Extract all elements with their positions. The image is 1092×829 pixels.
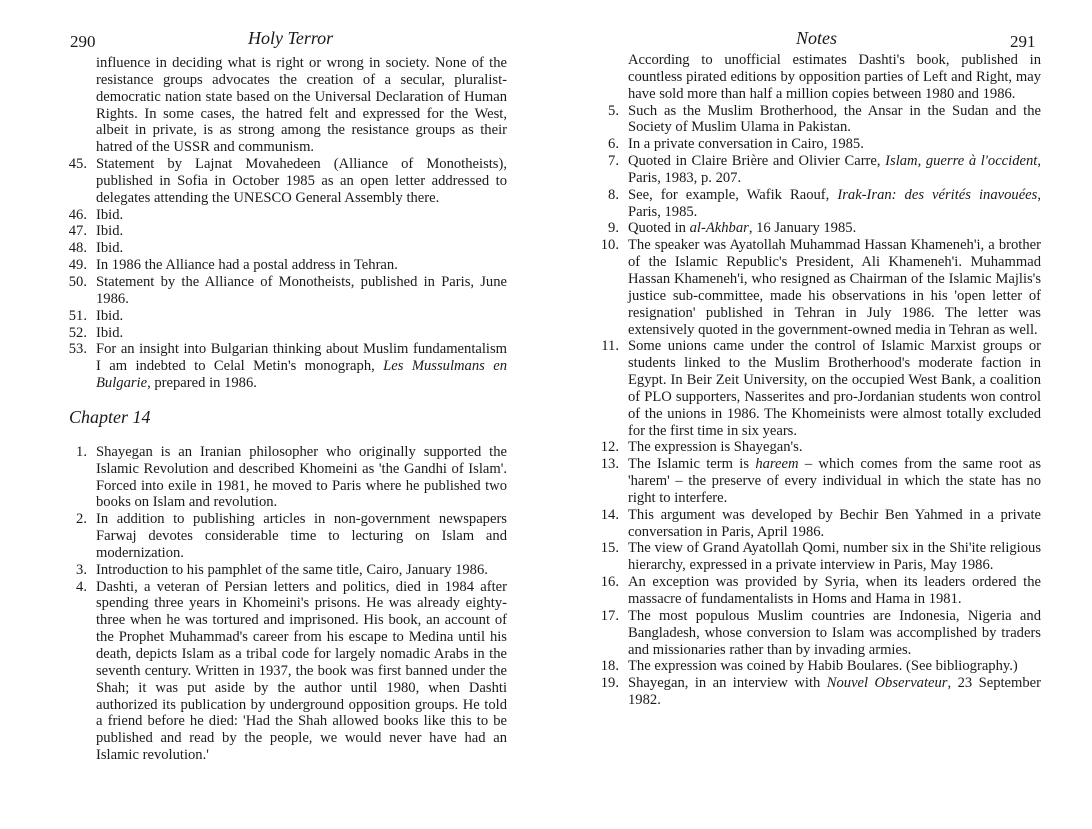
note-number: 12. — [600, 439, 619, 456]
note-text: See, for example, Wafik Raouf, — [628, 186, 838, 203]
note-entry — [68, 206, 507, 224]
note-entry — [600, 506, 1041, 541]
note-text: Ibid. — [96, 206, 124, 223]
note-number: 13. — [600, 456, 619, 473]
note-entry — [68, 257, 507, 274]
note-entry — [68, 324, 507, 342]
note-text: The Islamic term is — [628, 456, 756, 473]
note-number: 16. — [600, 574, 619, 591]
chapter-heading: Chapter 14 — [69, 406, 151, 427]
note-text: , 23 September 1982. — [628, 675, 1042, 709]
note-number: 8. — [608, 186, 619, 203]
note-text: The view of Grand Ayatollah Qomi, number six in the Shi'ite religious hierarchy, expressed in a private interview in Paris, May 1986. — [628, 540, 1041, 574]
note-number: 52. — [68, 324, 87, 341]
note-number: 51. — [68, 307, 87, 324]
note-text: Introduction to his pamphlet of the same title, Cairo, January 1986. — [96, 561, 488, 578]
note-text: In a private conversation in Cairo, 1985. — [628, 136, 864, 153]
note-title-italic: Irak-Iran: des vérités inavouées — [837, 186, 1038, 203]
note-entry — [603, 338, 1041, 439]
note-entry — [603, 153, 1041, 187]
note-number: 7. — [608, 153, 619, 170]
note-entry — [603, 136, 1041, 153]
note-text: Shayegan is an Iranian philosopher who originally supported the Islamic Revolution and described Khomeini as 'the Gandhi of Islam'. Forced into exile in 1981, he moved to Paris where he published two books on Islam and revolution. — [96, 443, 507, 511]
note-entry — [600, 456, 1042, 507]
note-entry — [600, 439, 1041, 456]
note-entry — [603, 103, 1041, 137]
note-text: – which comes from the same root as 'harem' – the preserve of every individual in which the state has no right to interfere. — [628, 456, 1042, 506]
note-text: , prepared in 1986. — [147, 375, 257, 392]
note-entry — [68, 156, 507, 207]
note-number: 15. — [600, 540, 619, 557]
running-title: Notes — [796, 28, 838, 48]
note-entry — [71, 444, 507, 511]
note-text: Such as the Muslim Brotherhood, the Ansar in the Sudan and the Society of Muslim Ulama in Pakistan. — [628, 102, 1041, 136]
running-title: Holy Terror — [248, 28, 334, 48]
note-text: Ibid. — [96, 223, 124, 240]
note-text: , Paris, 1983, p. 207. — [628, 153, 1041, 186]
note-entry — [600, 675, 1042, 709]
note-number: 45. — [68, 156, 87, 173]
note-entry — [600, 658, 1041, 675]
note-number: 49. — [68, 257, 87, 274]
note-number: 2. — [76, 511, 87, 528]
note-text: Some unions came under the control of Islamic Marxist groups or students linked to the Muslim Brotherhood's moderate faction in Egypt. In Beir Zeit University, on the occupied West Bank, a coalition of PLO supporters, Nasserites and pro-Jordanian students won control of the unions in 1986. The Khomeinists were almost totally excluded for the first time in six years. — [628, 338, 1041, 439]
note-text: An exception was provided by Syria, when its leaders ordered the massacre of fundamentalists in Homs and Hama in 1981. — [628, 574, 1041, 607]
notes-column — [600, 52, 1042, 709]
note-number: 3. — [76, 561, 87, 578]
note-title-italic: Nouvel Observateur — [826, 675, 948, 692]
note-entry — [68, 223, 507, 240]
note-entry — [68, 273, 507, 308]
note-text: The expression is Shayegan's. — [628, 439, 803, 456]
notes-column — [68, 55, 507, 764]
note-entry — [68, 240, 507, 257]
note-number: 5. — [608, 102, 619, 119]
note-number: 50. — [68, 273, 87, 290]
note-entry — [600, 574, 1041, 608]
note-title-italic: Islam, guerre à l'occident — [885, 153, 1038, 170]
note-number: 9. — [608, 220, 619, 237]
note-number: 14. — [600, 506, 619, 523]
page-number: 291 — [1010, 32, 1036, 51]
note-text: Statement by the Alliance of Monotheists, published in Paris, June 1986. — [96, 273, 507, 307]
note-entry — [628, 52, 1041, 103]
note-entry — [96, 55, 507, 156]
note-text: , Paris, 1985. — [628, 186, 1042, 220]
note-text: Shayegan, in an interview with — [628, 675, 827, 692]
note-entry — [71, 579, 507, 764]
note-entry — [71, 511, 507, 562]
note-number: 6. — [608, 136, 619, 153]
note-text: Dashti, a veteran of Persian letters and politics, died in 1984 after spending three years in Khomeini's prisons. He was already eighty-three when he was tortured and imprisoned. His book, an account of the Prophet Muhammad's career from his escape to Medina until his death, depicts Islam as a tribal code for largely nomadic Arabs in the seventh century. Written in 1937, the book was first banned under the Shah; it was put aside by the author until 1980, when Dashti authorized its publication by underground opposition groups. He told a friend before he died: 'Had the Shah allowed books like this to be published and read by the people, we would never have had an Islamic revolution.' — [96, 578, 507, 764]
note-number: 4. — [76, 578, 87, 595]
note-title-italic: al-Akhbar — [689, 220, 749, 237]
note-number: 18. — [600, 658, 619, 675]
note-number: 46. — [68, 206, 87, 223]
note-text: Quoted in — [628, 220, 690, 237]
note-number: 19. — [600, 675, 619, 692]
note-text: Ibid. — [96, 240, 124, 257]
note-number: 48. — [68, 240, 87, 257]
note-text: The speaker was Ayatollah Muhammad Hassan Khameneh'i, a brother of the Islamic Republic's President, Ali Khameneh'i. Muhammad Hassan Khameneh'i, who resigned as Chairman of the Islamic Majlis's justice sub-committee, made his observations in his 'open letter of resignation' published in Tehran in July 1986. The letter was extensively quoted in the government-owned media in Tehran as well. — [628, 237, 1041, 338]
note-entry — [600, 607, 1041, 659]
note-text: The expression was coined by Habib Boulares. (See bibliography.) — [628, 658, 1018, 675]
note-number: 10. — [600, 237, 619, 254]
note-text: Ibid. — [96, 324, 124, 341]
note-entry — [603, 220, 1041, 237]
note-entry — [603, 187, 1041, 221]
note-number: 17. — [600, 607, 619, 624]
note-text: The most populous Muslim countries are Indonesia, Nigeria and Bangladesh, whose conversion to Islam was accomplished by traders and missionaries rather than by invading armies. — [628, 607, 1041, 658]
note-number: 47. — [68, 223, 87, 240]
note-entry — [71, 562, 507, 579]
note-title-italic: Les Mussulmans en Bulgarie — [96, 358, 507, 392]
note-text: In addition to publishing articles in non-government newspapers Farwaj devotes considerable time to lecturing on Islam and modernization. — [96, 511, 507, 561]
note-entry — [68, 307, 507, 325]
note-text: In 1986 the Alliance had a postal address in Tehran. — [96, 257, 398, 274]
note-entry — [600, 540, 1041, 574]
note-title-italic: hareem — [755, 456, 799, 473]
note-number: 11. — [601, 338, 619, 355]
note-text: Ibid. — [96, 307, 124, 324]
note-text: According to unofficial estimates Dashti's book, published in countless pirated editions by opposition parties of Left and Right, may have sold more than half a million copies between 1980 and 1986. — [628, 52, 1041, 102]
right-page — [546, 0, 1092, 829]
note-text: influence in deciding what is right or wrong in society. None of the resistance groups advocates the creation of a secular, pluralist-democratic nation state based on the Universal Declaration of Human Rights. In some cases, the hatred felt and expressed for the West, albeit in private, is as strong among the resistance groups as their hatred of the USSR and communism. — [96, 55, 507, 156]
page-number: 290 — [70, 32, 96, 51]
note-number: 53. — [68, 341, 87, 358]
note-text: , 16 January 1985. — [748, 220, 857, 237]
note-text: Statement by Lajnat Movahedeen (Alliance of Monotheists), published in Sofia in October 1985 as an open letter addressed to delegates attending the UNESCO General Assembly there. — [96, 156, 507, 206]
note-text: For an insight into Bulgarian thinking about Muslim fundamentalism I am indebted to Celal Metin's monograph, — [96, 341, 507, 375]
note-entry — [68, 341, 507, 392]
note-number: 1. — [76, 443, 87, 460]
note-text: This argument was developed by Bechir Ben Yahmed in a private conversation in Paris, April 1986. — [628, 506, 1041, 540]
note-text: Quoted in Claire Brière and Olivier Carre, — [628, 153, 886, 170]
note-entry — [600, 237, 1041, 338]
